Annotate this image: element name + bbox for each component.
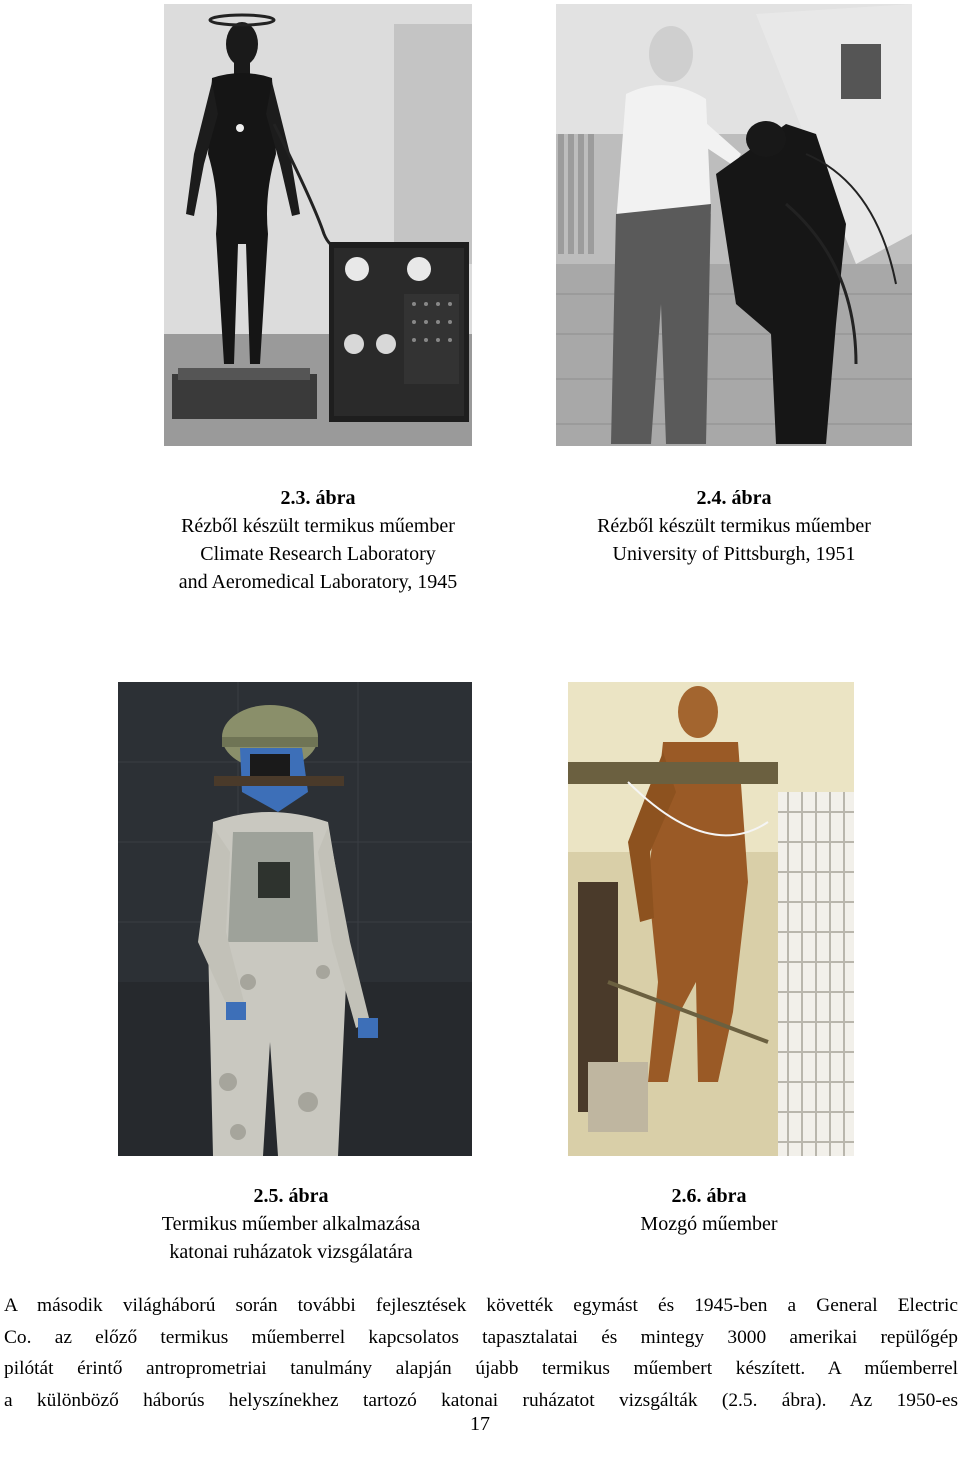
figure-2-5-caption [100, 1182, 482, 1266]
page-number: 17 [470, 1413, 490, 1435]
paragraph-line: pilótát érintő antroprometriai tanulmány alapján újabb termikus műembert készített. A műemberrel [4, 1358, 958, 1379]
paragraph-line: A második világháború során további fejlesztések követték egymást és 1945-ben a General Electric [4, 1295, 958, 1316]
figure-2-6-caption [524, 1182, 894, 1238]
paragraph-line: a különböző háborús helyszínekhez tartozó katonai ruházatot vizsgálták (2.5. ábra). Az 1950-es [4, 1389, 958, 1411]
figure-2-4-caption [534, 484, 934, 568]
figure-number: 2.5. ábra [253, 1185, 329, 1207]
figure-2-4-photo [556, 4, 912, 446]
caption-line: and Aeromedical Laboratory, 1945 [178, 571, 458, 593]
figure-number: 2.6. ábra [671, 1185, 747, 1207]
figure-2-3-caption [120, 484, 516, 596]
figure-number: 2.3. ábra [280, 487, 356, 509]
caption-line: Climate Research Laboratory [200, 543, 436, 565]
body-paragraph [4, 1290, 958, 1416]
caption-line: University of Pittsburgh, 1951 [612, 543, 856, 565]
caption-line: katonai ruházatok vizsgálatára [169, 1241, 413, 1263]
caption-line: Mozgó műember [640, 1213, 778, 1235]
caption-line: Termikus műember alkalmazása [161, 1213, 421, 1235]
figure-2-3-photo [164, 4, 472, 446]
figure-2-5-photo [118, 682, 472, 1156]
figure-2-6-photo [568, 682, 854, 1156]
figure-number: 2.4. ábra [696, 487, 772, 509]
caption-line: Rézből készült termikus műember [597, 515, 871, 537]
paragraph-line: Co. az előző termikus műemberrel kapcsolatos tapasztalatai és mintegy 3000 amerikai repülőgép [4, 1326, 958, 1348]
caption-line: Rézből készült termikus műember [181, 515, 455, 537]
